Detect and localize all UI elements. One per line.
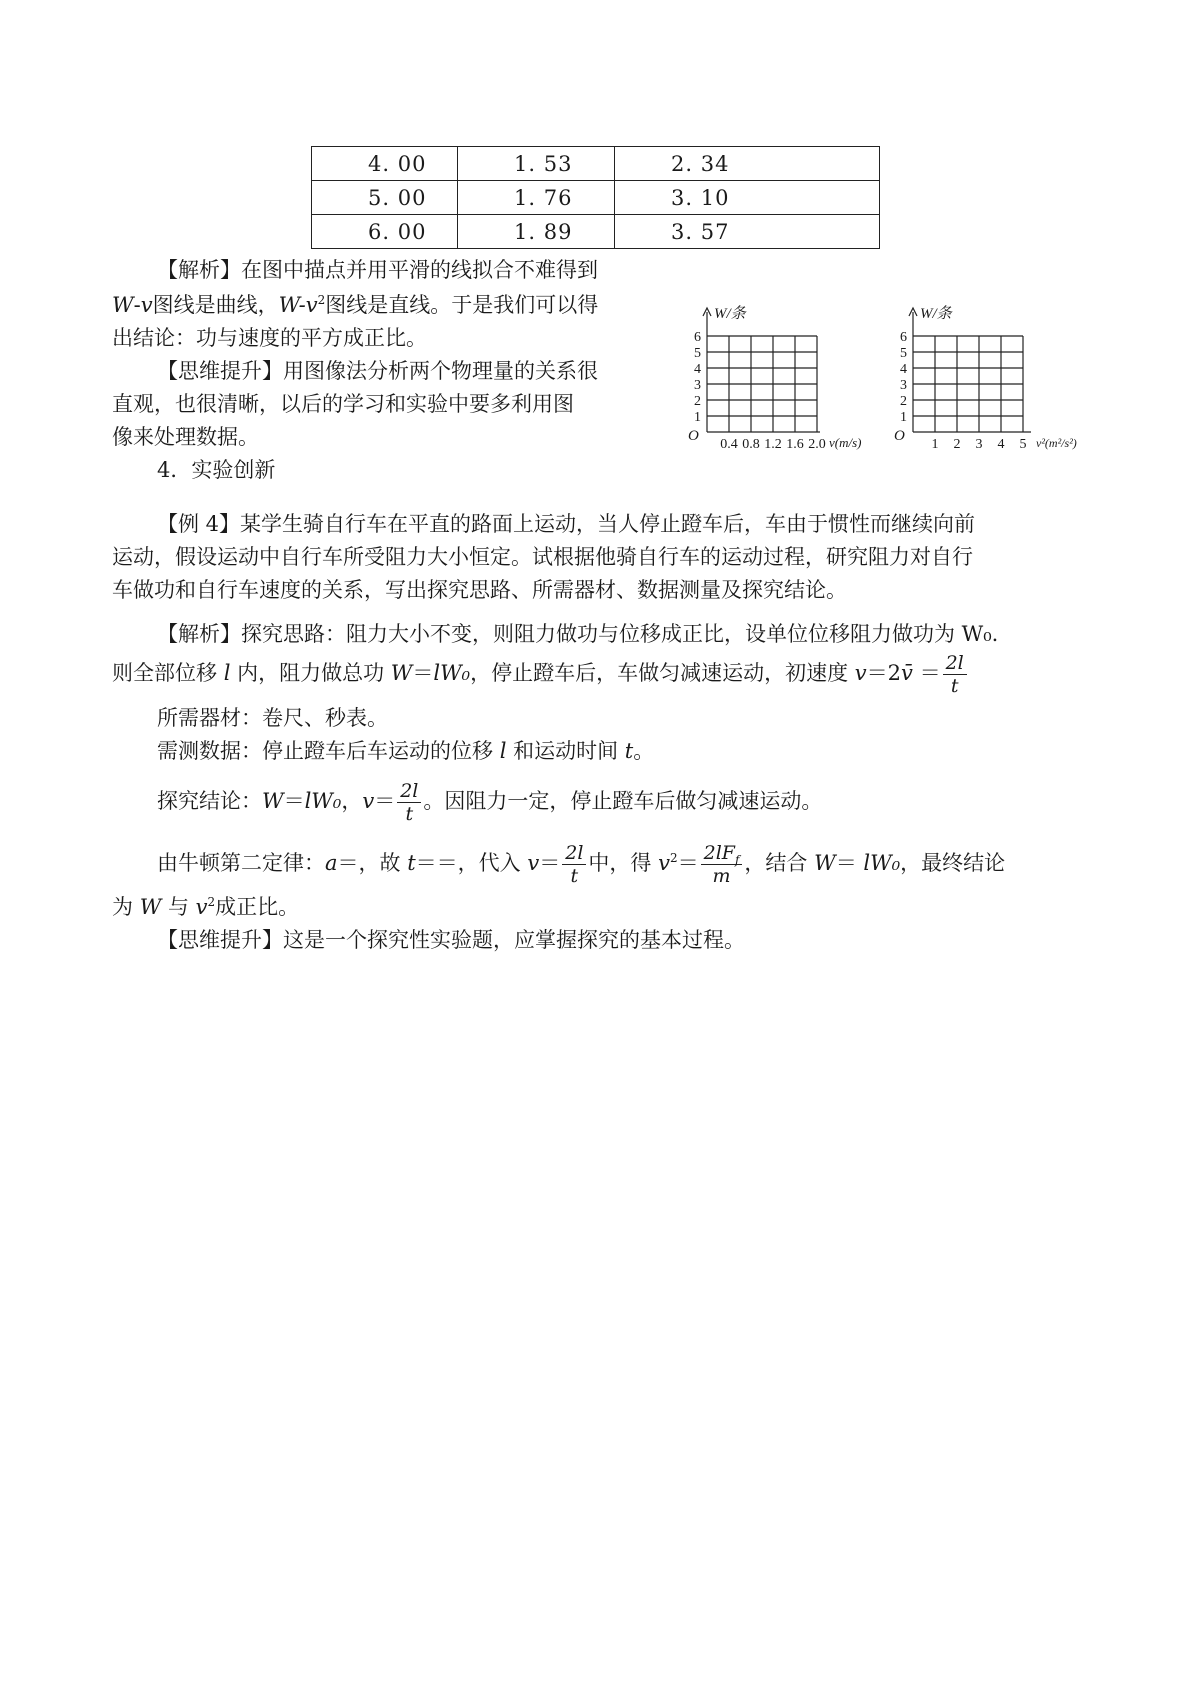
x-tick-label: 0.8: [742, 437, 760, 452]
y-axis-label: W/条: [920, 306, 952, 322]
y-tick-label: 2: [900, 394, 907, 409]
x-tick-label: 2: [953, 437, 961, 452]
table-cell: 6. 00: [312, 215, 458, 249]
table-cell: 1. 76: [458, 181, 615, 215]
y-tick-label: 1: [694, 410, 701, 425]
table-row: [312, 147, 880, 181]
table-cell: 2. 34: [615, 147, 880, 181]
w-v-graph: [685, 302, 885, 452]
y-tick-label: 1: [900, 410, 907, 425]
y-tick-label: 4: [694, 362, 701, 377]
table-cell: 3. 10: [615, 181, 880, 215]
table-cell: 3. 57: [615, 215, 880, 249]
table-cell: 5. 00: [312, 181, 458, 215]
x-axis-label: v(m/s): [829, 435, 862, 450]
y-tick-label: 3: [900, 378, 907, 393]
y-tick-label: 5: [694, 346, 701, 361]
table-cell: 1. 89: [458, 215, 615, 249]
x-tick-label: 2.0: [808, 437, 826, 452]
analysis-line-1: 【解析】在图中描点并用平滑的线拟合不难得到: [157, 258, 598, 282]
x-tick-label: 1: [931, 437, 939, 452]
table-row: [312, 181, 880, 215]
measure-line: 需测数据：停止蹬车后车运动的位移 l 和运动时间 t。: [157, 739, 655, 763]
y-tick-label: 6: [900, 330, 907, 345]
thinking-line-3: 像来处理数据。: [112, 425, 259, 449]
data-table: [311, 146, 880, 249]
table-cell: 1. 53: [458, 147, 615, 181]
fraction-2l-over-t: $\frac{2l}{t}$: [943, 652, 967, 697]
y-tick-label: 6: [694, 330, 701, 345]
thinking-line-1: 【思维提升】用图像法分析两个物理量的关系很: [157, 359, 598, 383]
y-tick-label: 3: [694, 378, 701, 393]
fraction-2l-over-t: $\frac{2l}{t}$: [562, 842, 586, 887]
analysis2-line-2: 则全部位移 l 内，阻力做总功 W＝lW₀，停止蹬车后，车做匀减速运动，初速度 v＝2v̄ ＝ $\frac{2l}{t}$: [112, 652, 969, 697]
origin-label: O: [688, 428, 699, 444]
analysis2-line-1: 【解析】探究思路：阻力大小不变，则阻力做功与位移成正比，设单位位移阻力做功为 W₀.: [157, 622, 999, 646]
x-tick-label: 4: [997, 437, 1005, 452]
conclusion-line: 探究结论：W＝lW₀，v＝ $\frac{2l}{t}$ 。因阻力一定，停止蹬车后做匀减速运动。: [157, 780, 823, 825]
fraction-2l-over-t: $\frac{2l}{t}$: [397, 780, 421, 825]
equipment-line: 所需器材：卷尺、秒表。: [157, 706, 388, 730]
table-row: [312, 215, 880, 249]
example-line-1: 【例 4】某学生骑自行车在平直的路面上运动，当人停止蹬车后，车由于惯性而继续向前: [157, 512, 976, 536]
y-tick-label: 5: [900, 346, 907, 361]
y-axis-label: W/条: [714, 306, 746, 322]
w-v2-graph: [891, 302, 1091, 452]
thinking-line-2: 直观，也很清晰，以后的学习和实验中要多利用图: [112, 392, 574, 416]
x-tick-label: 1.6: [786, 437, 804, 452]
example-line-2: 运动，假设运动中自行车所受阻力大小恒定。试根据他骑自行车的运动过程，研究阻力对自行: [112, 545, 973, 569]
x-tick-label: 1.2: [764, 437, 782, 452]
analysis-line-3: 出结论：功与速度的平方成正比。: [112, 326, 427, 350]
y-tick-label: 2: [694, 394, 701, 409]
thinking2-line: 【思维提升】这是一个探究性实验题，应掌握探究的基本过程。: [157, 928, 745, 952]
y-tick-label: 4: [900, 362, 907, 377]
x-axis-label: v²(m²/s²): [1036, 436, 1077, 450]
origin-label: O: [894, 428, 905, 444]
example-line-3: 车做功和自行车速度的关系，写出探究思路、所需器材、数据测量及探究结论。: [112, 578, 847, 602]
fraction-2lff-over-m: $\frac{2lF_f}{m}$: [701, 842, 743, 887]
x-tick-label: 0.4: [720, 437, 738, 452]
table-cell: 4. 00: [312, 147, 458, 181]
analysis-line-2: W-v图线是曲线，$W-v^2$图线是直线。于是我们可以得: [112, 293, 599, 317]
newton-line: 由牛顿第二定律：a＝，故 t＝＝，代入 v＝ $\frac{2l}{t}$ 中，得 $v^2=$ $\frac{2lF_f}{m}$ ，结合 W＝ lW₀，最终结论: [157, 842, 1006, 887]
x-tick-label: 3: [975, 437, 983, 452]
section-heading: 4．实验创新: [157, 458, 276, 482]
final-conclusion-line: 为 W 与 $v^2$成正比。: [112, 895, 300, 919]
x-tick-label: 5: [1019, 437, 1027, 452]
